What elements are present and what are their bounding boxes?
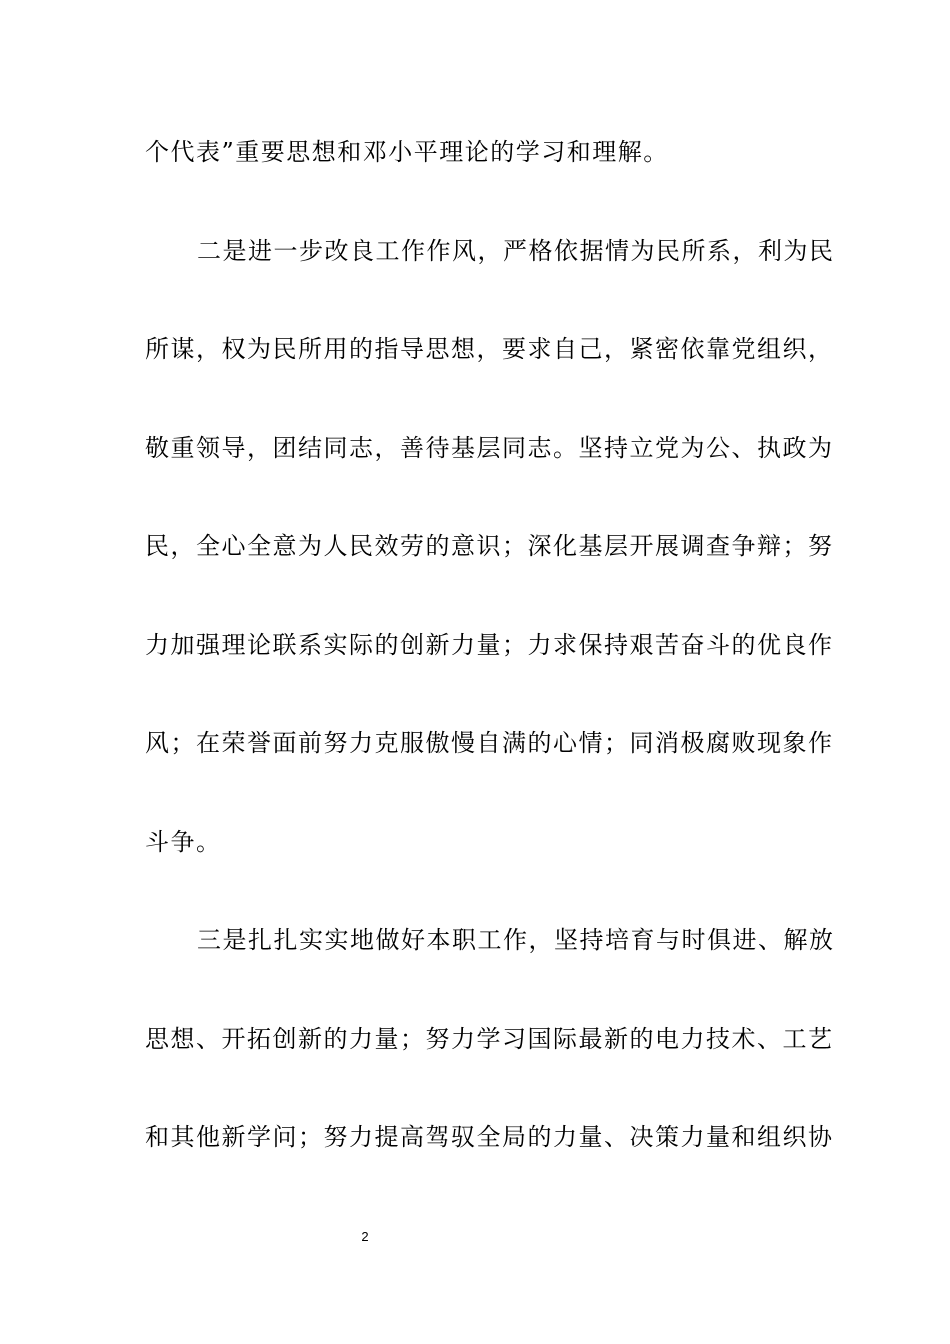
text-line: 敬重领导，团结同志，善待基层同志。坚持立党为公、执政为: [145, 433, 834, 462]
text-line: 风；在荣誉面前努力克服傲慢自满的心情；同消极腐败现象作: [145, 729, 834, 757]
text-line: 斗争。: [145, 827, 222, 856]
text-line: 民，全心全意为人民效劳的意识；深化基层开展调查争辩；努: [145, 532, 834, 560]
text-line: 个代表”重要思想和邓小平理论的学习和理解。: [145, 138, 669, 166]
page-number: 2: [361, 1229, 369, 1244]
paragraph-start-line: 三是扎扎实实地做好本职工作，坚持培育与时俱进、解放: [197, 926, 835, 954]
text-line: 力加强理论联系实际的创新力量；力求保持艰苦奋斗的优良作: [145, 630, 834, 659]
text-line: 思想、开拓创新的力量；努力学习国际最新的电力技术、工艺: [145, 1024, 834, 1053]
text-line: 和其他新学问；努力提高驾驭全局的力量、决策力量和组织协: [145, 1123, 834, 1151]
paragraph-start-line: 二是进一步改良工作作风，严格依据情为民所系，利为民: [197, 236, 835, 265]
body-text: [145, 130, 835, 1214]
text-line: 所谋，权为民所用的指导思想，要求自己，紧密依靠党组织，: [145, 335, 834, 363]
